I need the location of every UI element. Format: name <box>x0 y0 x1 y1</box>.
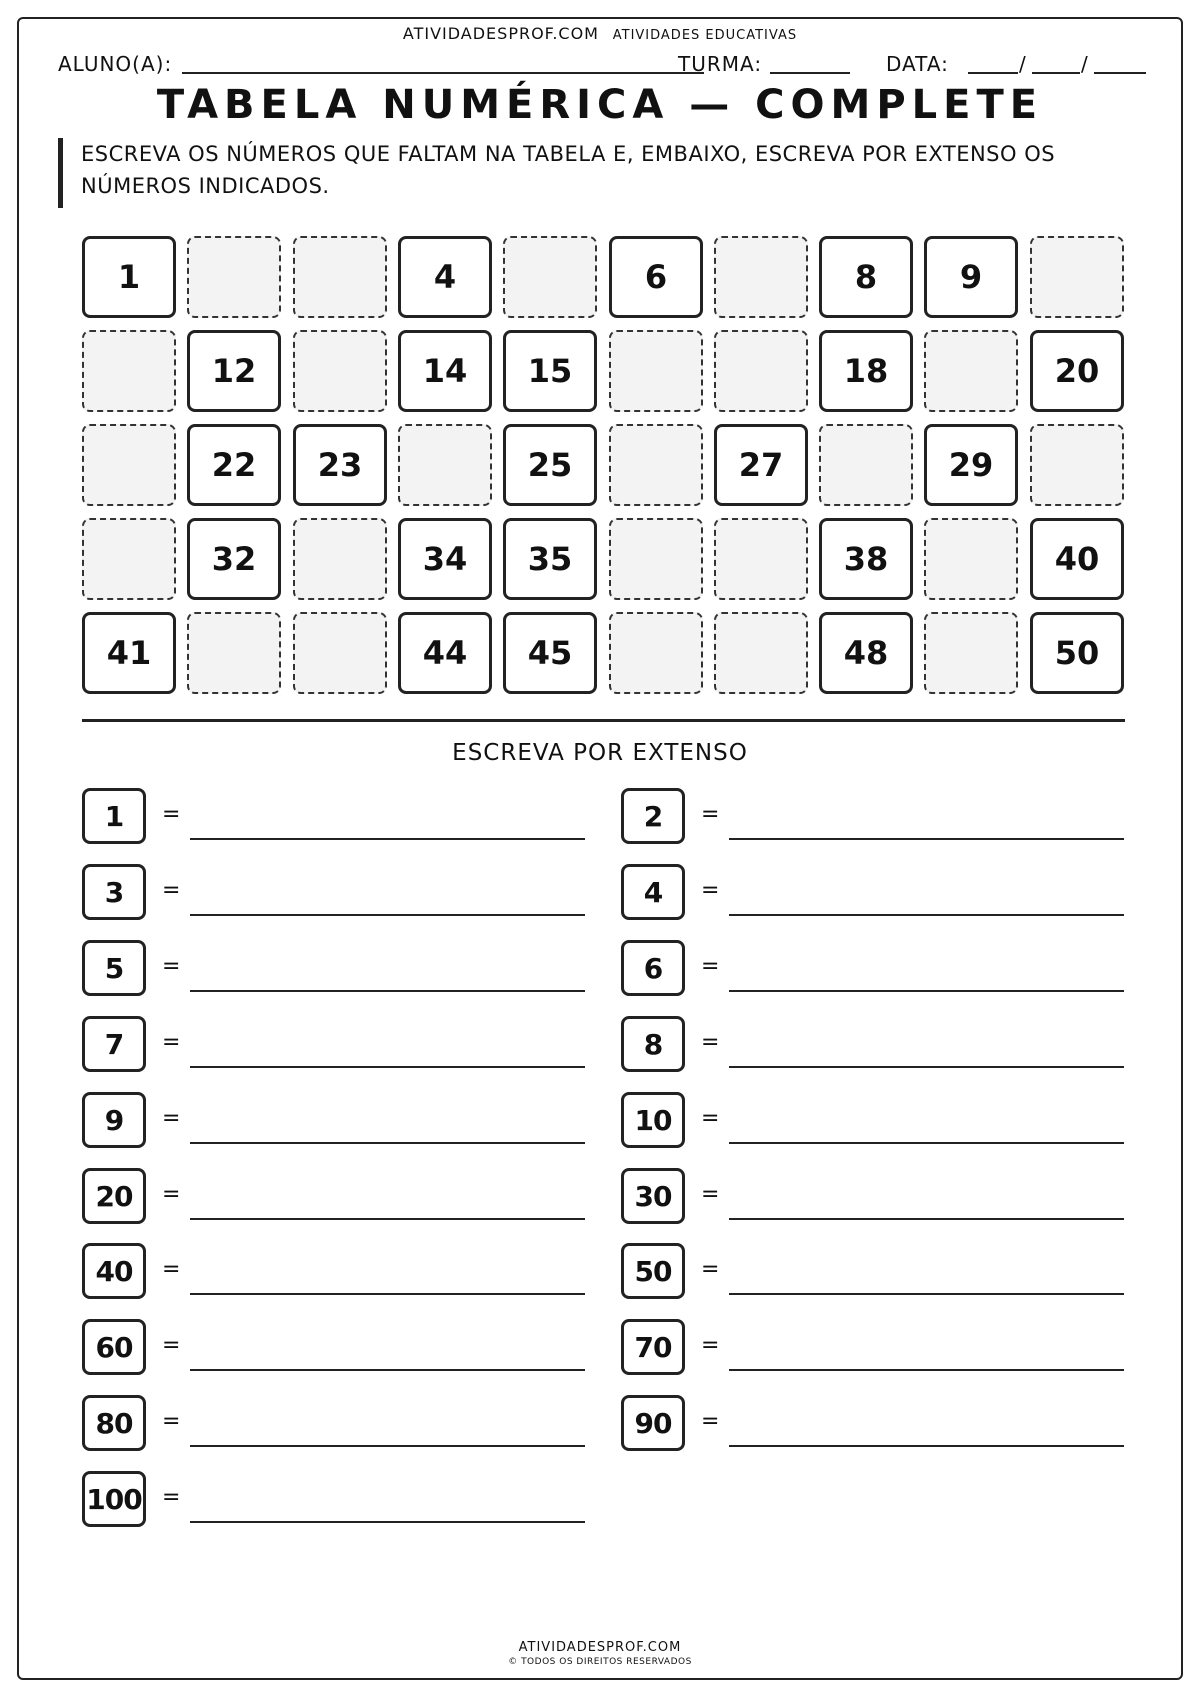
table-cell: 35 <box>503 518 597 600</box>
table-cell-blank[interactable] <box>82 518 176 600</box>
extenso-number-box: 9 <box>82 1092 146 1148</box>
extenso-item <box>621 1168 1141 1226</box>
answer-line[interactable] <box>190 838 585 840</box>
equals-sign: = <box>162 1182 181 1207</box>
table-cell: 25 <box>503 424 597 506</box>
answer-line[interactable] <box>190 914 585 916</box>
student-info-row <box>58 50 1148 80</box>
answer-line[interactable] <box>729 1142 1124 1144</box>
extenso-item <box>621 1319 1141 1377</box>
table-cell-blank[interactable] <box>924 330 1018 412</box>
data-label: DATA: <box>886 52 949 76</box>
equals-sign: = <box>162 1485 181 1510</box>
extenso-number-box: 8 <box>621 1016 685 1072</box>
extenso-number-box: 5 <box>82 940 146 996</box>
equals-sign: = <box>162 1257 181 1282</box>
instructions: ESCREVA OS NÚMEROS QUE FALTAM NA TABELA E, EMBAIXO, ESCREVA POR EXTENSO OS NÚMEROS INDICADOS. <box>58 138 1138 208</box>
answer-line[interactable] <box>729 1218 1124 1220</box>
table-cell: 20 <box>1030 330 1124 412</box>
extenso-item <box>82 940 602 998</box>
table-cell: 6 <box>609 236 703 318</box>
extenso-item <box>82 1319 602 1377</box>
answer-line[interactable] <box>190 1142 585 1144</box>
aluno-label: ALUNO(A): <box>58 52 173 76</box>
extenso-item <box>82 1016 602 1074</box>
extenso-number-box: 90 <box>621 1395 685 1451</box>
extenso-title: ESCREVA POR EXTENSO <box>452 740 748 766</box>
answer-line[interactable] <box>729 990 1124 992</box>
table-cell: 15 <box>503 330 597 412</box>
table-cell-blank[interactable] <box>609 424 703 506</box>
answer-line[interactable] <box>729 1445 1124 1447</box>
answer-line[interactable] <box>190 1293 585 1295</box>
extenso-item <box>82 788 602 846</box>
answer-line[interactable] <box>729 1369 1124 1371</box>
extenso-number-box: 20 <box>82 1168 146 1224</box>
date-month-field[interactable] <box>1032 72 1080 74</box>
turma-label: TURMA: <box>678 52 763 76</box>
equals-sign: = <box>701 878 720 903</box>
extenso-number-box: 2 <box>621 788 685 844</box>
extenso-number-box: 40 <box>82 1243 146 1299</box>
table-cell: 50 <box>1030 612 1124 694</box>
extenso-number-box: 7 <box>82 1016 146 1072</box>
equals-sign: = <box>162 1409 181 1434</box>
answer-line[interactable] <box>190 1218 585 1220</box>
site-name: ATIVIDADESPROF.COM <box>402 24 599 43</box>
answer-line[interactable] <box>190 1521 585 1523</box>
equals-sign: = <box>162 878 181 903</box>
extenso-number-box: 70 <box>621 1319 685 1375</box>
answer-line[interactable] <box>190 1369 585 1371</box>
table-cell: 29 <box>924 424 1018 506</box>
extenso-item <box>621 1395 1141 1453</box>
answer-line[interactable] <box>729 1066 1124 1068</box>
extenso-item <box>621 1016 1141 1074</box>
table-cell-blank[interactable] <box>714 236 808 318</box>
equals-sign: = <box>701 1409 720 1434</box>
equals-sign: = <box>162 1333 181 1358</box>
date-year-field[interactable] <box>1094 72 1146 74</box>
page-title: TABELA NUMÉRICA — COMPLETE <box>156 82 1044 128</box>
footer-site: ATIVIDADESPROF.COM <box>518 1640 682 1655</box>
table-cell: 32 <box>187 518 281 600</box>
extenso-item <box>621 940 1141 998</box>
footer-copyright: © TODOS OS DIREITOS RESERVADOS <box>508 1657 692 1667</box>
table-cell: 38 <box>819 518 913 600</box>
equals-sign: = <box>701 1106 720 1131</box>
table-cell-blank[interactable] <box>82 424 176 506</box>
table-cell-blank[interactable] <box>609 612 703 694</box>
equals-sign: = <box>701 1182 720 1207</box>
aluno-field[interactable] <box>182 72 704 74</box>
answer-line[interactable] <box>190 1445 585 1447</box>
table-cell: 34 <box>398 518 492 600</box>
equals-sign: = <box>701 1333 720 1358</box>
table-cell: 18 <box>819 330 913 412</box>
table-cell-blank[interactable] <box>714 518 808 600</box>
equals-sign: = <box>701 954 720 979</box>
table-cell-blank[interactable] <box>187 236 281 318</box>
equals-sign: = <box>162 1106 181 1131</box>
table-cell-blank[interactable] <box>293 612 387 694</box>
equals-sign: = <box>701 1030 720 1055</box>
date-separator: / <box>1019 52 1027 76</box>
table-cell: 4 <box>398 236 492 318</box>
table-cell-blank[interactable] <box>924 518 1018 600</box>
footer <box>0 1640 1200 1667</box>
extenso-number-box: 100 <box>82 1471 146 1527</box>
table-cell-blank[interactable] <box>82 330 176 412</box>
site-subtitle: ATIVIDADES EDUCATIVAS <box>612 28 798 43</box>
extenso-item <box>621 864 1141 922</box>
table-cell: 23 <box>293 424 387 506</box>
extenso-number-box: 3 <box>82 864 146 920</box>
answer-line[interactable] <box>729 838 1124 840</box>
extenso-item <box>82 864 602 922</box>
table-cell: 12 <box>187 330 281 412</box>
table-cell: 40 <box>1030 518 1124 600</box>
extenso-item <box>82 1243 602 1301</box>
table-cell-blank[interactable] <box>293 330 387 412</box>
table-cell-blank[interactable] <box>293 518 387 600</box>
turma-field[interactable] <box>770 72 850 74</box>
equals-sign: = <box>701 1257 720 1282</box>
site-header <box>0 24 1200 43</box>
table-cell: 1 <box>82 236 176 318</box>
table-cell-blank[interactable] <box>1030 236 1124 318</box>
section-divider <box>82 719 1125 722</box>
extenso-item <box>621 1243 1141 1301</box>
answer-line[interactable] <box>729 914 1124 916</box>
extenso-number-box: 30 <box>621 1168 685 1224</box>
extenso-number-box: 10 <box>621 1092 685 1148</box>
extenso-number-box: 4 <box>621 864 685 920</box>
table-cell: 48 <box>819 612 913 694</box>
extenso-number-box: 6 <box>621 940 685 996</box>
extenso-item <box>82 1168 602 1226</box>
table-cell-blank[interactable] <box>714 612 808 694</box>
table-cell-blank[interactable] <box>187 612 281 694</box>
extenso-number-box: 50 <box>621 1243 685 1299</box>
table-cell-blank[interactable] <box>609 330 703 412</box>
answer-line[interactable] <box>190 1066 585 1068</box>
table-cell-blank[interactable] <box>924 612 1018 694</box>
table-cell-blank[interactable] <box>503 236 597 318</box>
table-cell-blank[interactable] <box>293 236 387 318</box>
equals-sign: = <box>701 802 720 827</box>
equals-sign: = <box>162 1030 181 1055</box>
table-cell: 9 <box>924 236 1018 318</box>
table-cell-blank[interactable] <box>609 518 703 600</box>
table-cell: 14 <box>398 330 492 412</box>
date-separator: / <box>1081 52 1089 76</box>
extenso-item <box>82 1395 602 1453</box>
table-cell: 41 <box>82 612 176 694</box>
extenso-item <box>621 788 1141 846</box>
extenso-item <box>82 1471 602 1529</box>
date-day-field[interactable] <box>968 72 1018 74</box>
extenso-number-box: 80 <box>82 1395 146 1451</box>
table-cell: 27 <box>714 424 808 506</box>
table-cell-blank[interactable] <box>819 424 913 506</box>
table-cell: 44 <box>398 612 492 694</box>
table-cell: 22 <box>187 424 281 506</box>
table-cell-blank[interactable] <box>714 330 808 412</box>
extenso-number-box: 60 <box>82 1319 146 1375</box>
extenso-item <box>82 1092 602 1150</box>
equals-sign: = <box>162 802 181 827</box>
extenso-number-box: 1 <box>82 788 146 844</box>
table-cell-blank[interactable] <box>1030 424 1124 506</box>
extenso-item <box>621 1092 1141 1150</box>
table-cell-blank[interactable] <box>398 424 492 506</box>
answer-line[interactable] <box>729 1293 1124 1295</box>
table-cell: 8 <box>819 236 913 318</box>
equals-sign: = <box>162 954 181 979</box>
table-cell: 45 <box>503 612 597 694</box>
answer-line[interactable] <box>190 990 585 992</box>
